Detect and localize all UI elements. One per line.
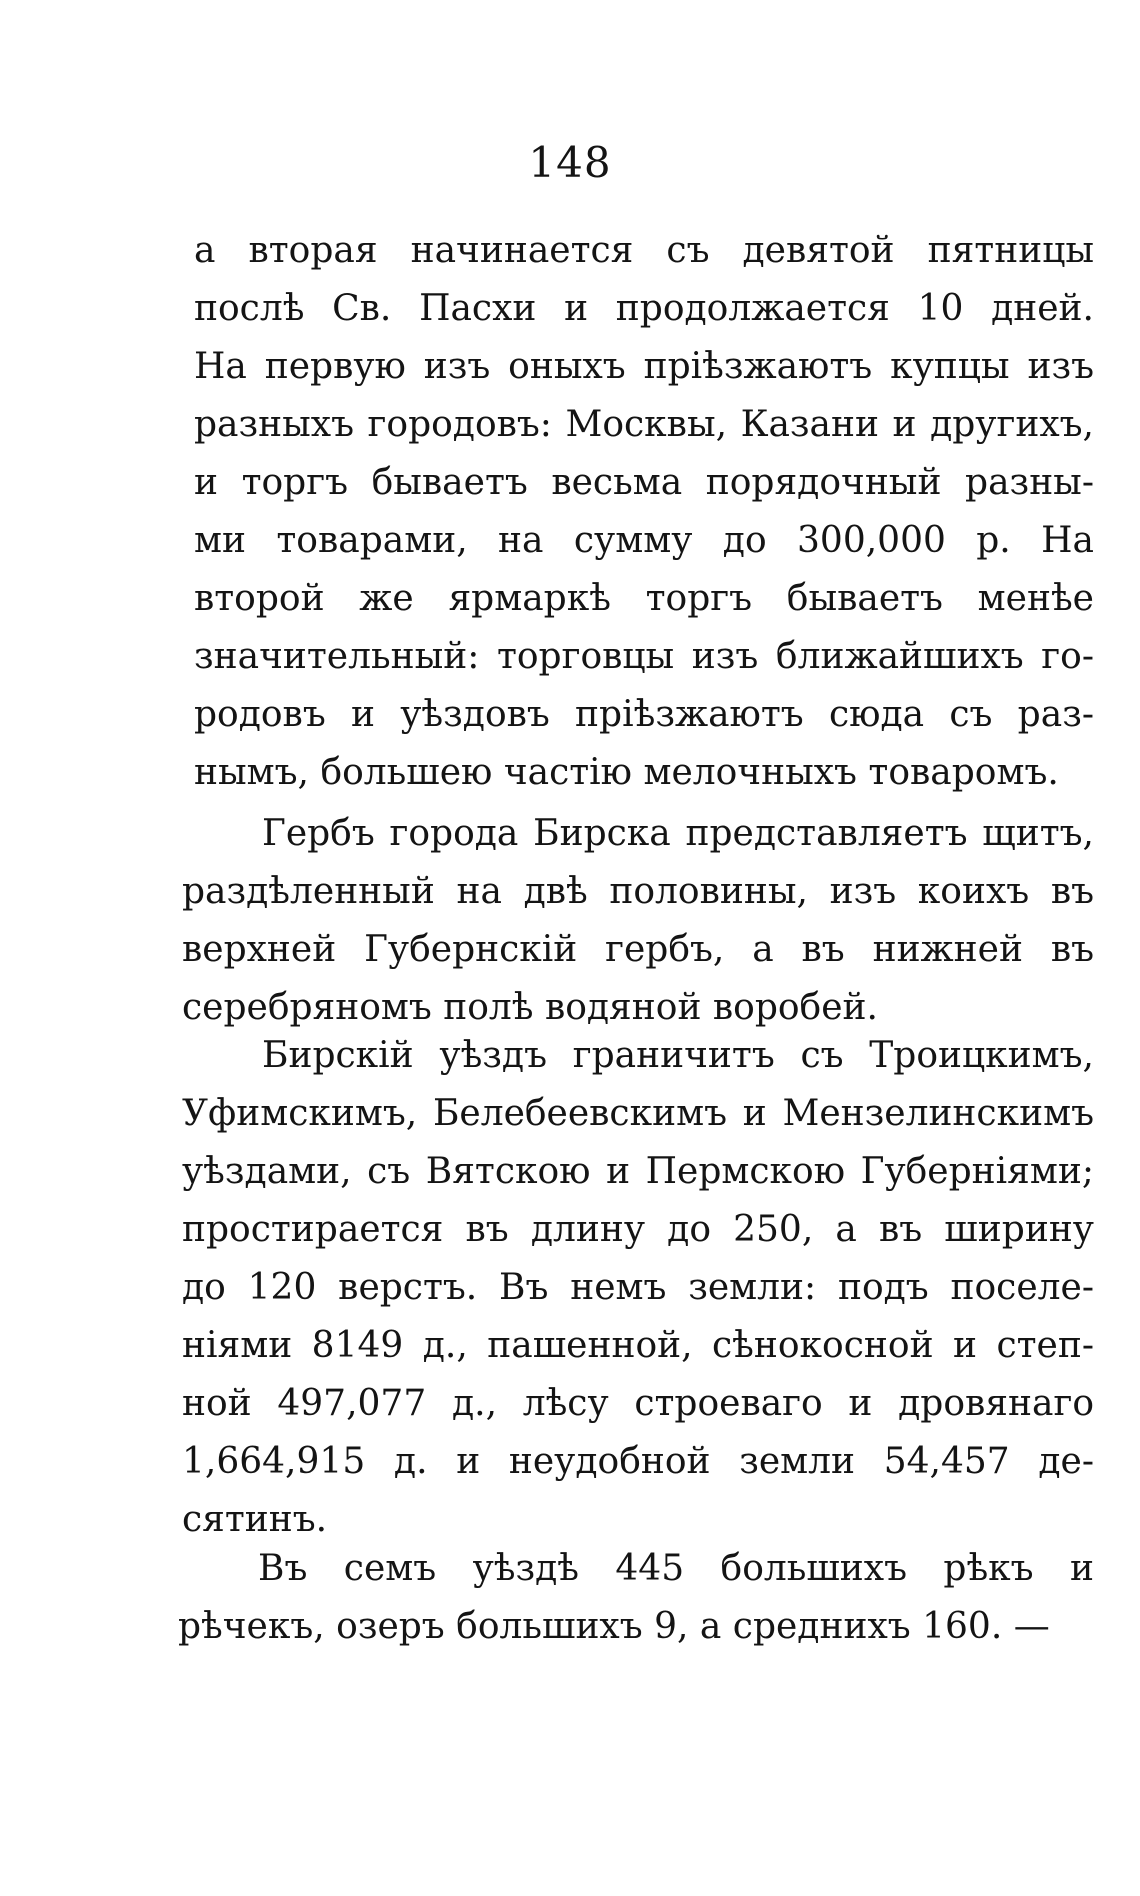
paragraph-fairs	[194, 222, 1094, 802]
text-line: раздѣленный на двѣ половины, изъ коихъ въ	[182, 871, 1094, 912]
text-line: разныхъ городовъ: Москвы, Казани и другихъ,	[194, 404, 1094, 445]
text-line: послѣ Св. Пасхи и продолжается 10 дней.	[194, 288, 1094, 329]
text-line: сятинъ.	[182, 1499, 328, 1540]
paragraph-rivers	[178, 1540, 1094, 1656]
text-line: серебряномъ полѣ водяной воробей.	[182, 987, 878, 1028]
paragraph-coat-of-arms	[182, 805, 1094, 1037]
text-line: до 120 верстъ. Въ немъ земли: подъ поселе-	[182, 1267, 1094, 1308]
text-line: а вторая начинается съ девятой пятницы	[194, 230, 1094, 271]
text-line: ніями 8149 д., пашенной, сѣнокосной и степ-	[182, 1325, 1094, 1366]
text-line: ми товарами, на сумму до 300,000 р. На	[194, 520, 1094, 561]
text-line: простирается въ длину до 250, а въ ширину	[182, 1209, 1094, 1250]
text-line: ной 497,077 д., лѣсу строеваго и дровянаго	[182, 1383, 1094, 1424]
text-line: уѣздами, съ Вятскою и Пермскою Губерніями;	[182, 1151, 1094, 1192]
text-line: Гербъ города Бирска представляетъ щитъ,	[262, 813, 1094, 854]
text-line: верхней Губернскій гербъ, а въ нижней въ	[182, 929, 1094, 970]
text-line: нымъ, большею частію мелочныхъ товаромъ.	[194, 752, 1059, 793]
text-line: второй же ярмаркѣ торгъ бываетъ менѣе	[194, 578, 1094, 619]
text-line: Уфимскимъ, Белебеевскимъ и Мензелинскимъ	[182, 1093, 1094, 1134]
text-line: рѣчекъ, озеръ большихъ 9, а среднихъ 160. —	[178, 1606, 1050, 1647]
text-line: родовъ и уѣздовъ пріѣзжаютъ сюда съ раз-	[194, 694, 1094, 735]
text-line: На первую изъ оныхъ пріѣзжаютъ купцы изъ	[194, 346, 1094, 387]
page-number: 148	[528, 138, 612, 187]
text-line: 1,664,915 д. и неудобной земли 54,457 де-	[182, 1441, 1094, 1482]
text-line: Въ семъ уѣздѣ 445 большихъ рѣкъ и	[258, 1548, 1094, 1589]
text-line: Бирскій уѣздъ граничитъ съ Троицкимъ,	[262, 1035, 1094, 1076]
text-line: и торгъ бываетъ весьма порядочный разны-	[194, 462, 1094, 503]
text-line: значительный: торговцы изъ ближайшихъ го-	[194, 636, 1094, 677]
paragraph-district	[182, 1027, 1094, 1549]
